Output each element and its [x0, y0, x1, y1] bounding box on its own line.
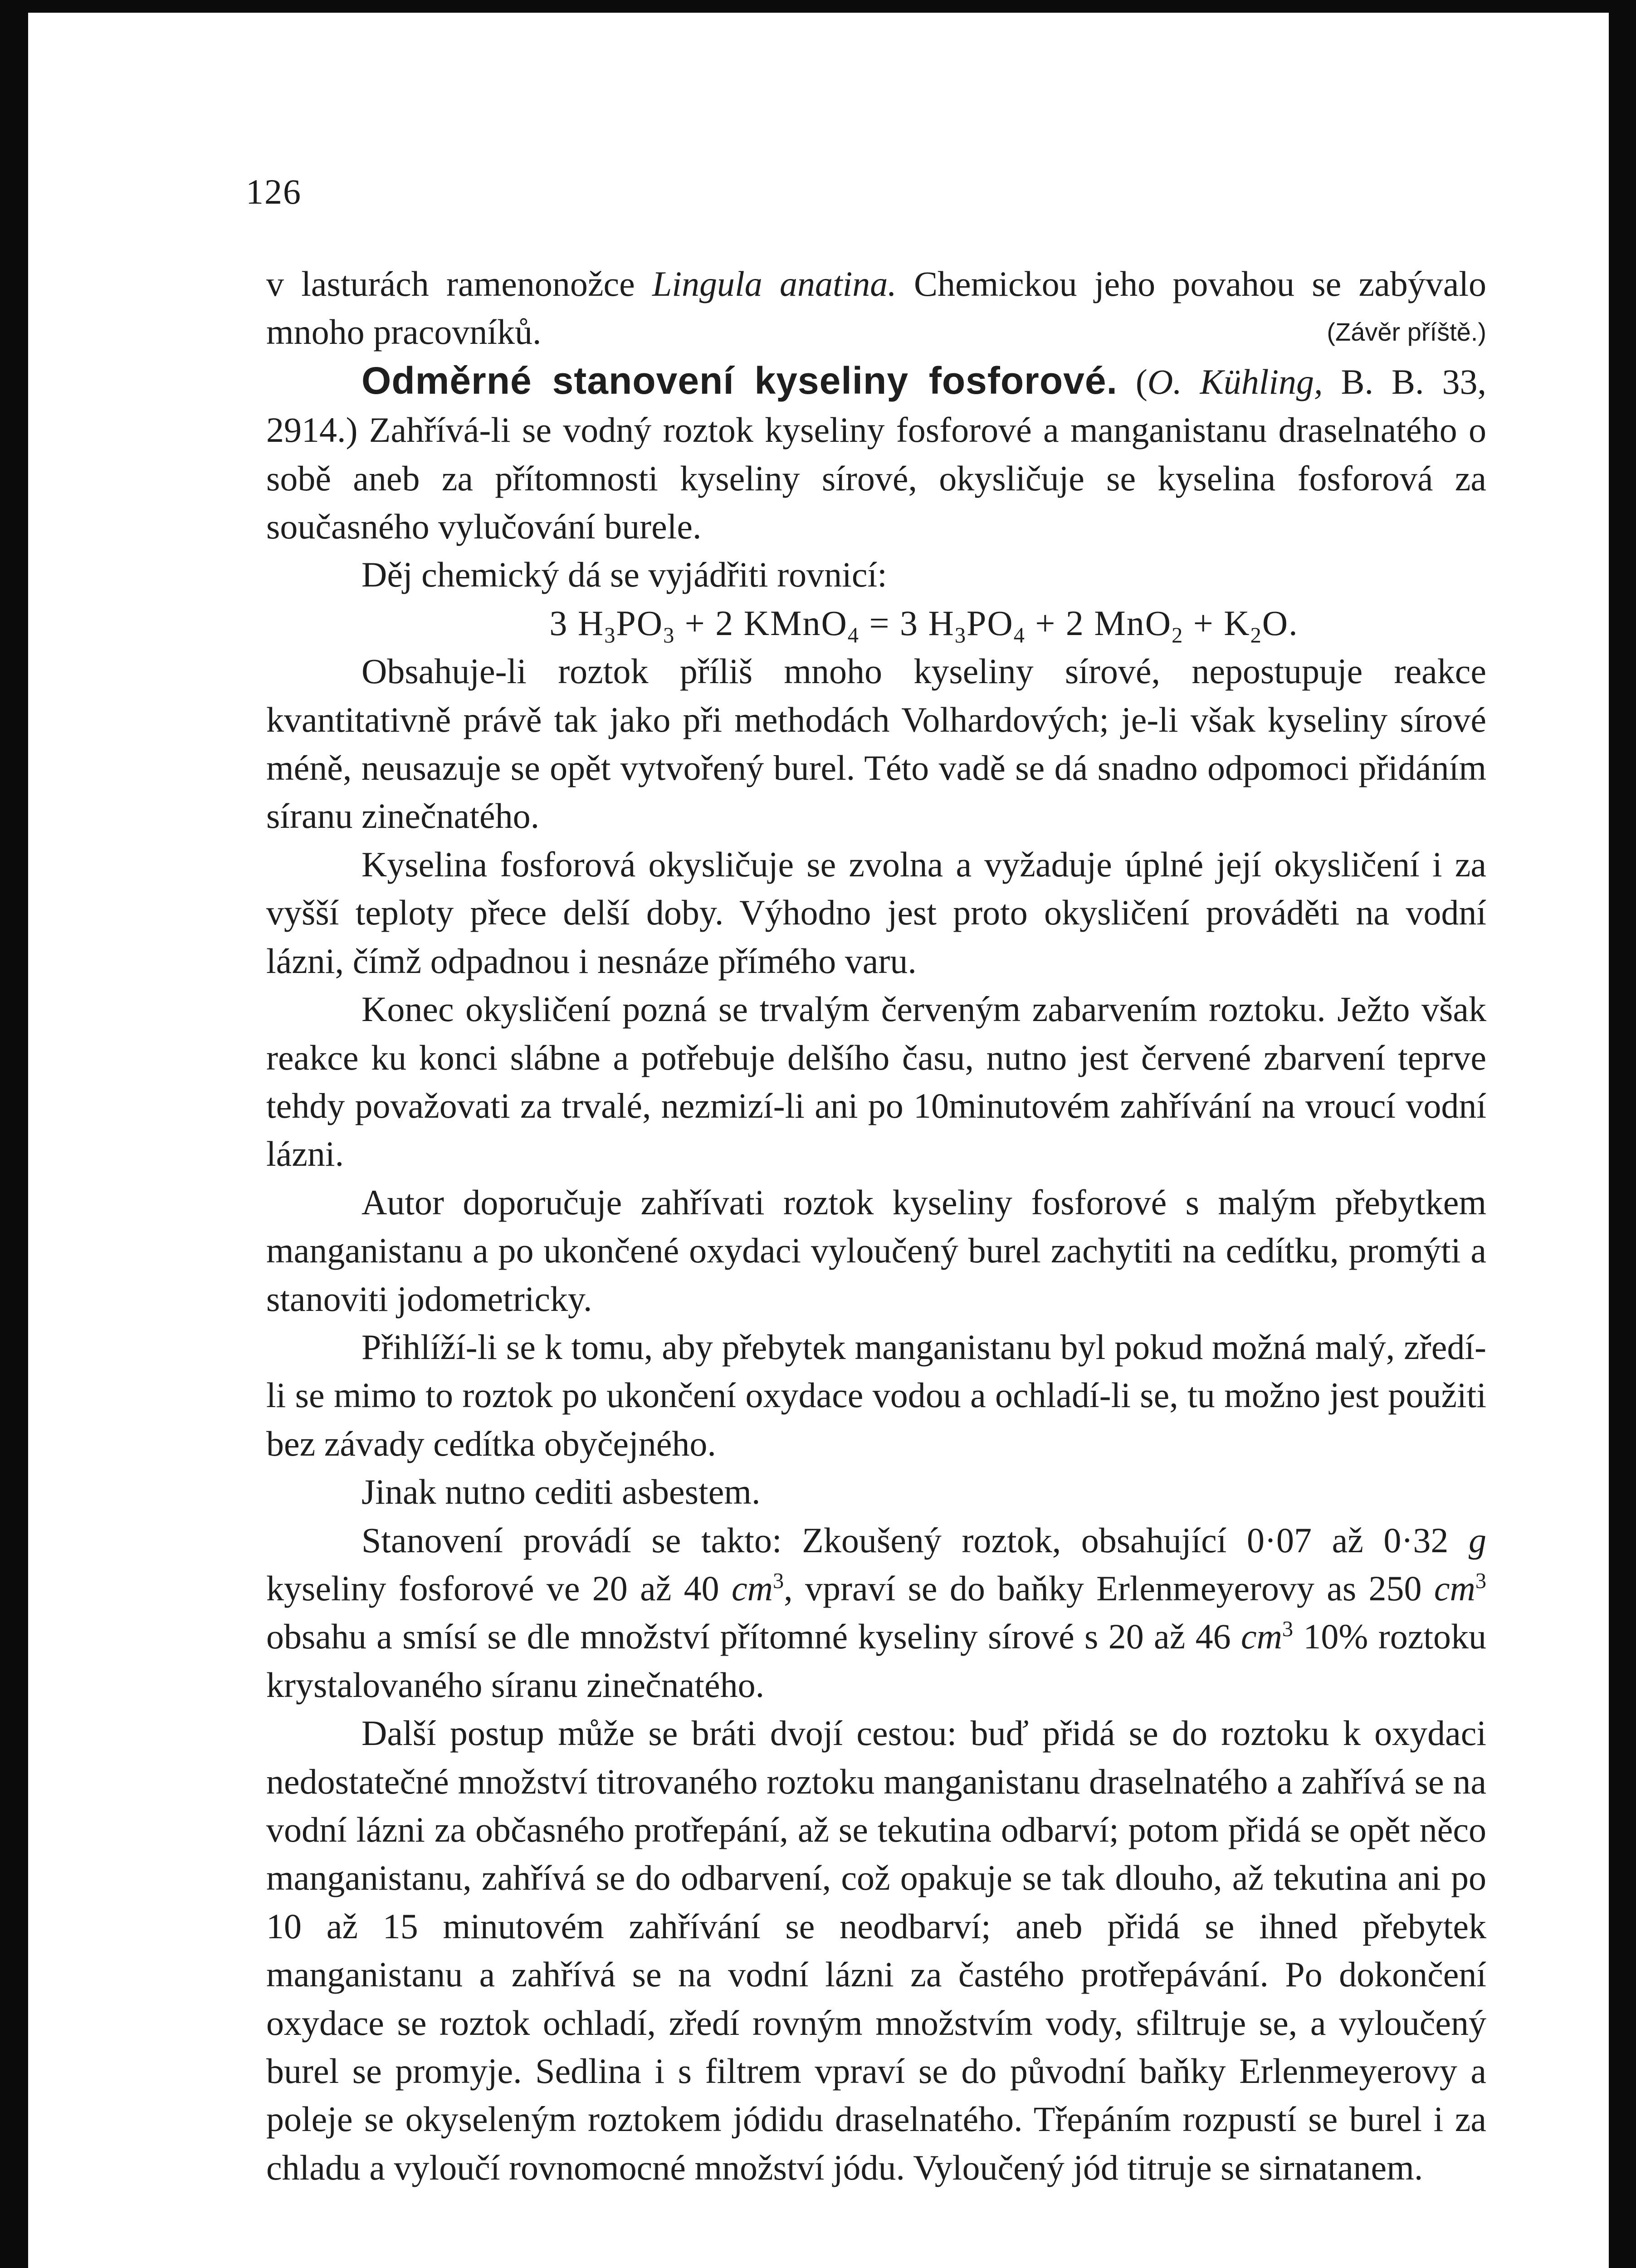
article-end-paragraph: [266, 260, 1486, 357]
author-name: Kühling,: [1200, 362, 1323, 401]
intro-text: Zahřívá-li se vodný roztok kyseliny fosforové a manganistanu draselnatého o sobě aneb za přítomnosti kyseliny sírové, okysličuje se kyselina fosforová za současného vylučování burele.: [266, 410, 1486, 547]
author-initial: O.: [1147, 362, 1182, 401]
paragraph-end-point: Konec okysličení pozná se trvalým červeným zabarvením roztoku. Ježto však reakce ku konci slábne a potřebuje delšího času, nutno jest červené zbarvení teprve tehdy považovati za trvalé, nezmizí-li ani po 10minutovém zahřívání na vroucí vodní lázni.: [266, 989, 1486, 1174]
page-number: 126: [246, 172, 302, 211]
paragraph-further-procedure: Další postup může se bráti dvojí cestou: buď přidá se do roztoku k oxydaci nedostatečné množství titrovaného roztoku manganistanu draselnatého a zahřívá se na vodní lázni za občasného protřepání, až se tekutina odbarví; potom přidá se opět něco manganistanu, zahřívá se do odbarvení, což opakuje se tak dlouho, až tekutina ani po 10 až 15 minutovém zahřívání se neodbarví; aneb přidá se ihned přebytek manganistanu a zahřívá se na vodní lázni za častého protřepávání. Po dokončení oxydace se roztok ochladí, zředí rovným množstvím vody, sfiltruje se, a vyloučený burel se promyje. Sedlina i s filtrem vpraví se do původní baňky Erlenmeyerovy a poleje se okyseleným roztokem jódidu draselnatého. Třepáním rozpustí se burel i za chladu a vyloučí rovnomocné množství jódu. Vyloučený jód titruje se sirnatanem.: [266, 1713, 1486, 2187]
article-intro-paragraph: [266, 357, 1486, 551]
paragraph-oxidation: Kyselina fosforová okysličuje se zvolna a vyžaduje úplné její okysličení i za vyšší teploty přece delší doby. Výhodno jest proto okysličení prováděti na vodní lázni, čímž odpadnou i nesnáze přímého varu.: [266, 844, 1486, 981]
continuation-text-end: Chemickou jeho povahou se zabývalo mnoho pracovníků.: [266, 264, 1486, 352]
article-title: Odměrné stanovení kyseliny fosforové.: [361, 359, 1118, 402]
paragraph-procedure: Stanovení provádí se takto: Zkoušený roztok, obsahující 0·07 až 0·32 g kyseliny fosforové ve 20 až 40 $cm^3$, vpraví se do baňky Erlenmeyerovy as 250 $cm^3$ obsahu a smísí se dle množství přítomné kyseliny sírové s 20 až 46 $cm^3$ 10% roztoku krystalovaného síranu zinečnatého.: [266, 1520, 1487, 1705]
reference-rest: B. B. 33, 2914.): [266, 362, 1486, 450]
body-text: [266, 260, 1486, 2192]
paragraph-asbestos: Jinak nutno cediti asbestem.: [361, 1472, 761, 1512]
continuation-text: v lasturách ramenonožce: [266, 264, 652, 303]
book-page: [28, 13, 1609, 2268]
species-name: Lingula anatina.: [652, 264, 897, 303]
chemical-equation: 3 $H_3PO_3 + 2$ KMnO$_4$ = 3 $H_3PO_4 + 2$ $MnO_2 + K_2O$.: [549, 603, 1299, 648]
equation-intro: Děj chemický dá se vyjádřiti rovnicí:: [361, 555, 887, 595]
reference-open: (: [1117, 362, 1148, 401]
paragraph-sulfuric-acid: Obsahuje-li roztok příliš mnoho kyseliny sírové, nepostupuje reakce kvantitativně právě tak jako při methodách Volhardových; je-li však kyseliny sírové méně, neusazuje se opět vytvořený burel. Této vadě se dá snadno odpomoci přidáním síranu zinečnatého.: [266, 651, 1486, 836]
paragraph-filter: Přihlíží-li se k tomu, aby přebytek manganistanu byl pokud možná malý, zředí-li se mimo to roztok po ukončení oxydace vodou a ochladí-li se, tu možno jest použiti bez závady cedítka obyčejného.: [266, 1327, 1486, 1463]
paragraph-author-recommendation: Autor doporučuje zahřívati roztok kyseliny fosforové s malým přebytkem manganistanu a po ukončené oxydaci vyloučený burel zachytiti na cedítku, promýti a stanoviti jodometricky.: [266, 1182, 1486, 1319]
continuation-note: (Závěr příště.): [1327, 318, 1486, 347]
